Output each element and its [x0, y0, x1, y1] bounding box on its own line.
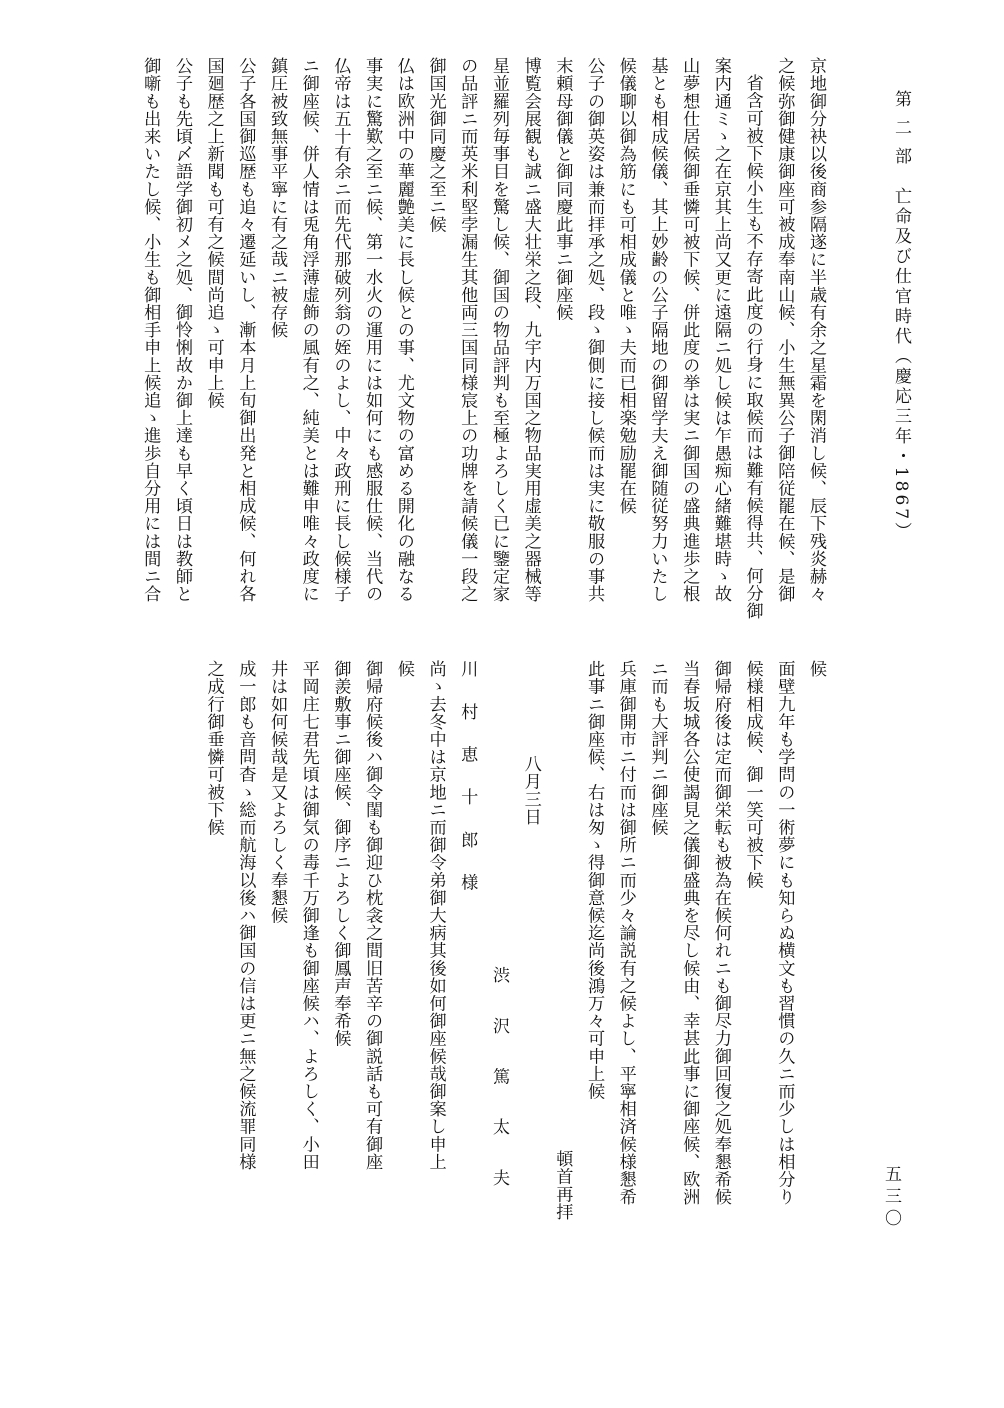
lower-text-column: 成一郎も音問杳ゝ総而航海以後ハ御国の信は更ニ無之候流罪同様: [235, 660, 256, 1171]
lower-text-column: 兵庫御開市ニ付而は御所ニ而少々論説有之候よし、平寧相済候様懇希: [615, 660, 636, 1206]
lower-text-column: 候: [393, 660, 414, 678]
upper-text-column: ニ御座候、併人情は兎角浮薄虚飾の風有之、純美とは難申唯々政度に: [298, 57, 319, 603]
upper-text-column: 基とも相成候儀、其上妙齢の公子隔地の御留学夫え御随従努力いたし: [647, 57, 668, 603]
lower-text-column: 御羨敷事ニ御座候、御序ニよろしく御鳳声奉希候: [330, 660, 351, 1048]
lower-text-column: 面壁九年も学問の一術夢にも知らぬ横文も習慣の久ニ而少しは相分り: [774, 660, 795, 1206]
lower-text-column: 御帰府候後ハ御令閨も御迎ひ枕衾之間旧苦辛の御説話も可有御座: [362, 660, 383, 1171]
lower-text-column: 川 村 恵 十 郎 様: [457, 660, 478, 901]
lower-text-block: [24, 660, 824, 1350]
upper-text-column: 鎮圧被致無事平寧に有之哉ニ被存候: [267, 57, 288, 339]
upper-text-column: 御噺も出来いたし候、小生も御相手申上候追ゝ進歩自分用には間ニ合: [140, 57, 161, 603]
upper-text-column: 仏は欧洲中の華麗艶美に長し候との事、尤文物の富める開化の融なる: [393, 57, 414, 603]
lower-text-column: 之成行御垂憐可被下候: [203, 660, 224, 836]
lower-text-column: 頓首再拝: [552, 1149, 573, 1220]
lower-text-column: 井は如何候哉是又よろしく奉懇候: [267, 660, 288, 924]
lower-text-column: 当春坂城各公使謁見之儀御盛典を尽し候由、幸甚此事に御座候、欧洲: [679, 660, 700, 1206]
upper-text-column: 星並羅列毎事目を驚し候、御国の物品評判も至極よろしく已に鑒定家: [488, 57, 509, 603]
lower-text-column: ニ而も大評判ニ御座候: [647, 660, 668, 836]
upper-text-column: 公子の御英姿は兼而拝承之処、段ゝ御側に接し候而は実に敬服の事共: [584, 57, 605, 603]
upper-text-column: 案内通ミゝ之在京其上尚又更に遠隔ニ処し候は乍愚痴心緒難堪時ゝ故: [710, 57, 731, 603]
upper-text-column: 之候弥御健康御座可被成奉南山候、小生無異公子御陪従罷在候、是御: [774, 57, 795, 603]
lower-text-column: 平岡庄七君先頃は御気の毒千万御逢も御座候ハ、よろしく、小田: [298, 660, 319, 1171]
page-number: 五三〇: [881, 1165, 901, 1231]
upper-text-column: 仏帝は五十有余ニ而先代那破列翁の姪のよし、中々政刑に長し候様子: [330, 57, 351, 603]
upper-text-column: の品評ニ而英米利堅孛漏生其他両三国同様宸上の功牌を請候儀一段之: [457, 57, 478, 603]
upper-text-column: 京地御分袂以後商参隔遂に半歳有余之星霜を閑消し候、辰下残炎赫々: [806, 57, 826, 603]
upper-text-column: 末頼母御儀と御同慶此事ニ御座候: [552, 57, 573, 321]
page-header: [842, 40, 911, 1380]
lower-text-column: 渋 沢 篤 太 夫: [488, 966, 509, 1200]
lower-text-column: 御帰府後は定而御栄転も被為在候何れニも御尽力御回復之処奉懇希候: [710, 660, 731, 1206]
upper-text-column: 博覧会展観も誠ニ盛大壮栄之段、九宇内万国之物品実用虚美之器械等: [520, 57, 541, 603]
upper-text-column: 山夢想仕居候御垂憐可被下候、併此度の挙は実ニ御国の盛典進歩之根: [679, 57, 700, 603]
lower-text-column: 候: [806, 660, 826, 678]
upper-text-column: 御国光御同慶之至ニ候: [425, 57, 446, 233]
upper-text-column: 公子各国御巡歴も追々遷延いし、漸本月上旬御出発と相成候、何れ各: [235, 57, 256, 603]
upper-text-block: [24, 57, 824, 642]
lower-text-column: 尚ゝ去冬中は京地ニ而御令弟御大病其後如何御座候哉御案し申上: [425, 660, 446, 1171]
lower-text-column: 此事ニ御座候、右は匆ゝ得御意候迄尚後鴻万々可申上候: [584, 660, 605, 1100]
running-head: 第 二 部 亡命及び仕官時代（慶応三年・1867）: [891, 90, 911, 543]
upper-text-column: 公子も先頃〆語学御初メ之処、御怜悧故か御上達も早く頃日は教師と: [171, 57, 192, 603]
lower-text-column: 候様相成候、御一笑可被下候: [742, 660, 763, 889]
upper-text-column: 国廻歴之上新聞も可有之候間尚追ゝ可申上候: [203, 57, 224, 409]
upper-text-column: 候儀聊以御為筋にも可相成儀と唯ゝ夫而已相楽勉励罷在候: [615, 57, 636, 515]
upper-text-column: 省含可被下候小生も不存寄此度の行身に取候而は難有候得共、何分御: [742, 74, 763, 620]
upper-text-column: 事実に驚歎之至ニ候、第一水火の運用には如何にも感服仕候、当代の: [362, 57, 383, 603]
lower-text-column: 八月三日: [520, 755, 541, 826]
